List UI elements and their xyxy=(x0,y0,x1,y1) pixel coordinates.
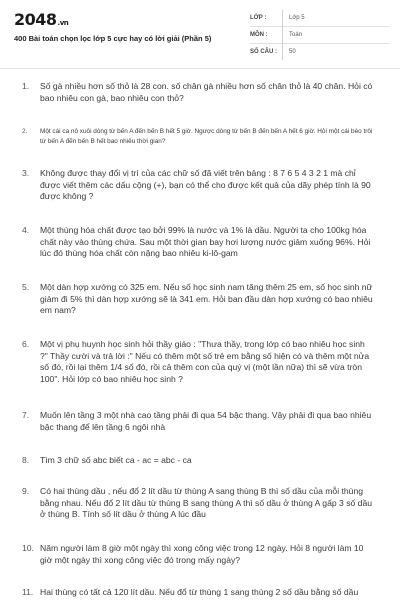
question-number: 6. xyxy=(22,339,30,349)
meta-row-count xyxy=(250,44,390,61)
question-text: Số gà nhiều hơn số thỏ là 28 con. số chân gà nhiều hơn số chân thỏ là 40 chân. Hỏi có bao nhiêu con gà, bao nhiêu con thỏ? xyxy=(40,81,373,103)
question-number: 3. xyxy=(22,168,30,178)
page-title: 400 Bài toán chọn lọc lớp 5 cực hay có lời giải (Phần 5) xyxy=(14,34,212,43)
question-item xyxy=(22,81,374,104)
question-number: 10. xyxy=(22,543,34,553)
meta-label: SỐ CÂU : xyxy=(250,44,283,61)
question-number: 1. xyxy=(22,81,30,91)
question-text: Có hai thùng dầu , nếu đổ 2 lít dầu từ thùng A sang thùng B thì số dầu của mỗi thùng bằng nhau. Nếu đổ 2 lít dầu từ thùng B sang thùng A thì số dầu ở thùng A gấp 3 số dầu ở thùng B. Tính số lít dầu ở thùng A lúc đầu xyxy=(40,486,373,519)
question-text: Hai thùng có tất cả 120 lít dầu. Nếu đổ từ thùng 1 sang thùng 2 số dầu bằng số dầu xyxy=(40,587,359,597)
question-number: 11. xyxy=(22,587,34,597)
question-text: Năm người làm 8 giờ một ngày thì xong công việc trong 12 ngày. Hỏi 8 người làm 10 giờ một ngày thì xong công việc đó trong mấy ngày? xyxy=(40,543,364,565)
meta-value: 50 xyxy=(283,44,391,61)
question-item xyxy=(22,543,374,566)
question-number: 4. xyxy=(22,225,30,235)
question-text: Một dàn hợp xướng có 325 em. Nếu số học sinh nam tăng thêm 25 em, số học sinh nữ giảm đi 5% thì dàn hợp xướng sẽ là 341 em. Hỏi ban đầu dàn hợp xướng có bao nhiêu em nam? xyxy=(40,282,373,315)
question-item xyxy=(22,339,374,385)
meta-row-grade xyxy=(250,10,390,27)
question-item xyxy=(22,486,374,521)
logo-text: 2048 xyxy=(14,10,57,29)
question-text: Không được thay đổi vị trí của các chữ số đã viết trên bảng : 8 7 6 5 4 3 2 1 mà chỉ được viết thêm các dấu cộng (+), bạn có thể cho được kết quả của dãy phép tính là 90 được không ? xyxy=(40,168,371,201)
question-text: Một thùng hóa chất được tạo bởi 99% là nước và 1% là dầu. Người ta cho 100kg hóa chất này vào thùng chứa. Sau một thời gian bay hơi lượng nước giảm xuống 96%. Hỏi lúc đó thùng hóa chất còn nặng bao nhiêu ki-lô-gam xyxy=(40,225,371,258)
question-item xyxy=(22,225,374,260)
question-item xyxy=(22,410,374,433)
meta-value: Toán xyxy=(283,27,391,44)
meta-row-subject xyxy=(250,27,390,44)
question-text: Tìm 3 chữ số abc biết ca - ac = abc - ca xyxy=(40,455,192,465)
question-number: 8. xyxy=(22,455,30,465)
question-number: 2. xyxy=(22,128,28,135)
meta-label: LỚP : xyxy=(250,15,267,21)
logo-suffix: .vn xyxy=(57,19,69,27)
question-number: 9. xyxy=(22,486,30,496)
question-item xyxy=(22,455,374,467)
question-number: 5. xyxy=(22,282,30,292)
question-item xyxy=(22,282,374,317)
meta-value: Lớp 5 xyxy=(283,10,391,27)
meta-label: MÔN : xyxy=(250,27,283,44)
question-item xyxy=(22,587,374,599)
question-item xyxy=(22,127,374,146)
question-number: 7. xyxy=(22,410,30,420)
page-header xyxy=(0,0,400,69)
question-text: Một cái ca nô xuôi dòng từ bến A đến bến B hết 5 giờ. Ngược dòng từ bến B đến bến A hết 6 giờ. Hỏi một cái bèo trôi từ bến A đến bến B hết bao nhiêu thời gian? xyxy=(40,128,373,145)
question-item xyxy=(22,168,374,203)
site-logo[interactable] xyxy=(14,10,68,29)
question-text: Muốn lên tầng 3 một nhà cao tầng phải đi qua 54 bậc thang. Vậy phải đi qua bao nhiêu bậc thang để lên tầng 6 ngôi nhà xyxy=(40,410,372,432)
meta-table xyxy=(250,10,390,60)
question-text: Một vị phụ huynh học sinh hỏi thầy giáo : "Thưa thầy, trong lớp có bao nhiêu học sinh ?" Thầy cười và trả lời :" Nếu có thêm một số trẻ em bằng số hiện có và thêm một nửa số đó, rồi lại thêm 1/4 số đó, rồi cả thêm con của quý vị (một lần nữa) thì sẽ vừa tròn 100". Hỏi lớp có bao nhiêu học sinh ? xyxy=(40,339,370,384)
